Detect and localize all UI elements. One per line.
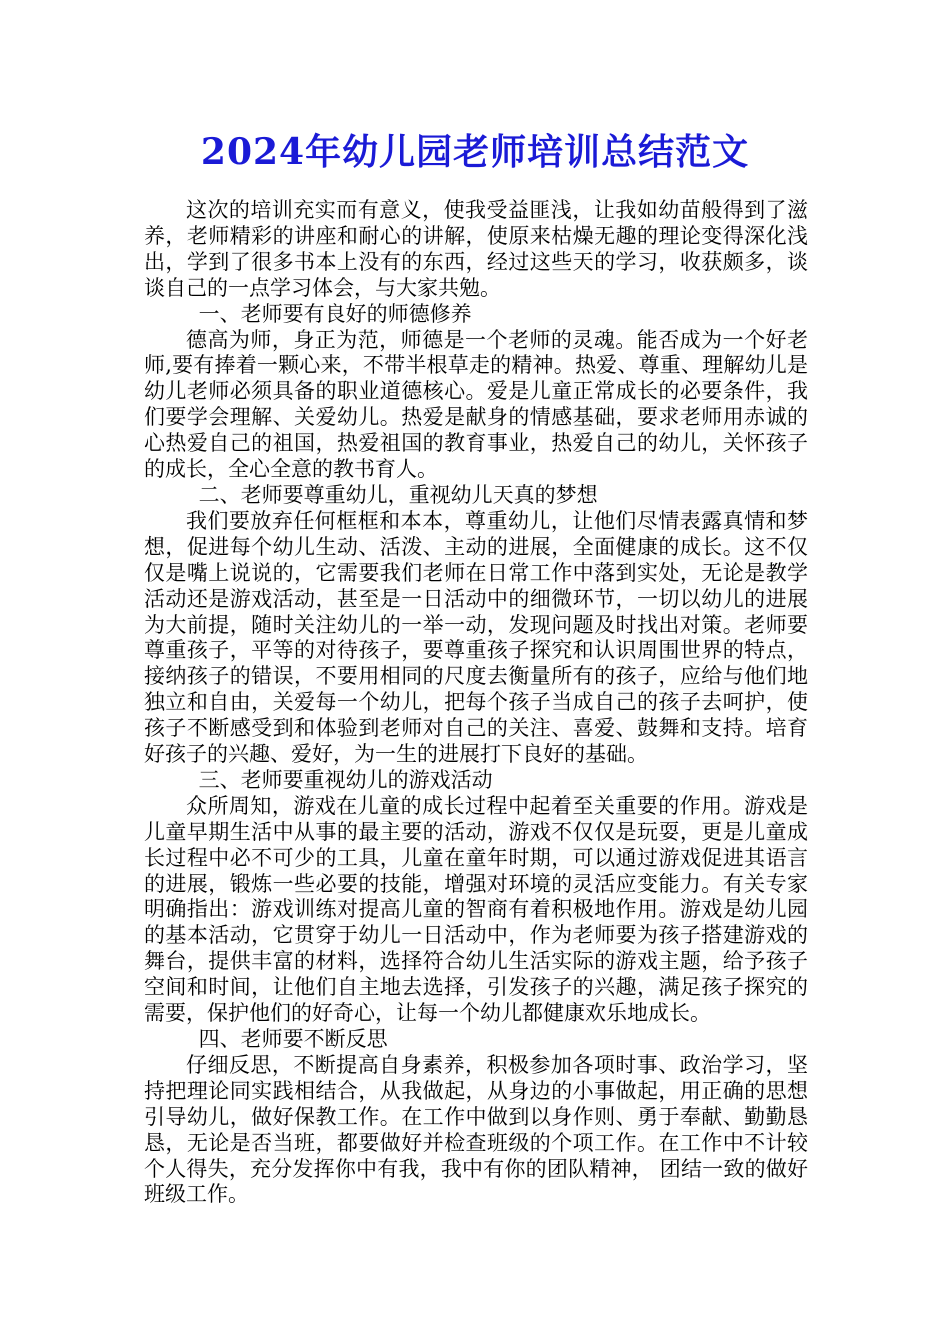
document-body (144, 198, 808, 1208)
section-paragraph-4: 仔细反思，不断提高自身素养，积极参加各项时事、政治学习，坚持把理论同实践相结合，从我做起，从身边的小事做起，用正确的思想引导幼儿，做好保教工作。在工作中做到以身作则、勇于奉献、勤勤恳恳，无论是否当班，都要做好并检查班级的个项工作。在工作中不计较个人得失，充分发挥你中有我，我中有你的团队精神， 团结一致的做好班级工作。 (144, 1052, 808, 1207)
section-paragraph-2: 我们要放弃任何框框和本本，尊重幼儿，让他们尽情表露真情和梦想，促进每个幼儿生动、活泼、主动的进展，全面健康的成长。这不仅仅是嘴上说说的，它需要我们老师在日常工作中落到实处，无论是教学活动还是游戏活动，甚至是一日活动中的细微环节，一切以幼儿的进展为大前提，随时关注幼儿的一举一动，发现问题及时找出对策。老师要尊重孩子，平等的对待孩子，要尊重孩子探究和认识周围世界的特点，接纳孩子的错误，不要用相同的尺度去衡量所有的孩子，应给与他们地独立和自由，关爱每一个幼儿，把每个孩子当成自己的孩子去呵护，使孩子不断感受到和体验到老师对自己的关注、喜爱、鼓舞和支持。培育好孩子的兴趣、爱好，为一生的进展打下良好的基础。 (144, 508, 808, 767)
section-heading-3: 三、老师要重视幼儿的游戏活动 (198, 767, 493, 792)
section-paragraph-3: 众所周知，游戏在儿童的成长过程中起着至关重要的作用。游戏是儿童早期生活中从事的最主要的活动，游戏不仅仅是玩耍，更是儿童成长过程中必不可少的工具，儿童在童年时期，可以通过游戏促进其语言的进展，锻炼一些必要的技能，增强对环境的灵活应变能力。有关专家明确指出：游戏训练对提高儿童的智商有着积极地作用。游戏是幼儿园的基本活动，它贯穿于幼儿一日活动中，作为老师要为孩子搭建游戏的舞台，提供丰富的材料，选择符合幼儿生活实际的游戏主题，给予孩子空间和时间，让他们自主地去选择，引发孩子的兴趣，满足孩子探究的需要，保护他们的好奇心，让每一个幼儿都健康欢乐地成长。 (144, 793, 808, 1026)
section-heading-1: 一、老师要有良好的师德修养 (198, 301, 472, 326)
document-title: 2024年幼儿园老师培训总结范文 (200, 131, 750, 173)
intro-paragraph: 这次的培训充实而有意义，使我受益匪浅，让我如幼苗般得到了滋养，老师精彩的讲座和耐心的讲解，使原来枯燥无趣的理论变得深化浅出，学到了很多书本上没有的东西，经过这些天的学习，收获颇多，谈谈自己的一点学习体会，与大家共勉。 (144, 198, 808, 300)
section-paragraph-1: 德高为师，身正为范，师德是一个老师的灵魂。能否成为一个好老师,要有捧着一颗心来，不带半根草走的精神。热爱、尊重、理解幼儿是幼儿老师必须具备的职业道德核心。爱是儿童正常成长的必要条件，我们要学会理解、关爱幼儿。热爱是献身的情感基础，要求老师用赤诚的心热爱自己的祖国，热爱祖国的教育事业，热爱自己的幼儿，关怀孩子的成长，全心全意的教书育人。 (144, 327, 808, 482)
section-heading-2: 二、老师要尊重幼儿，重视幼儿天真的梦想 (198, 482, 598, 507)
section-heading-4: 四、老师要不断反思 (198, 1027, 388, 1051)
